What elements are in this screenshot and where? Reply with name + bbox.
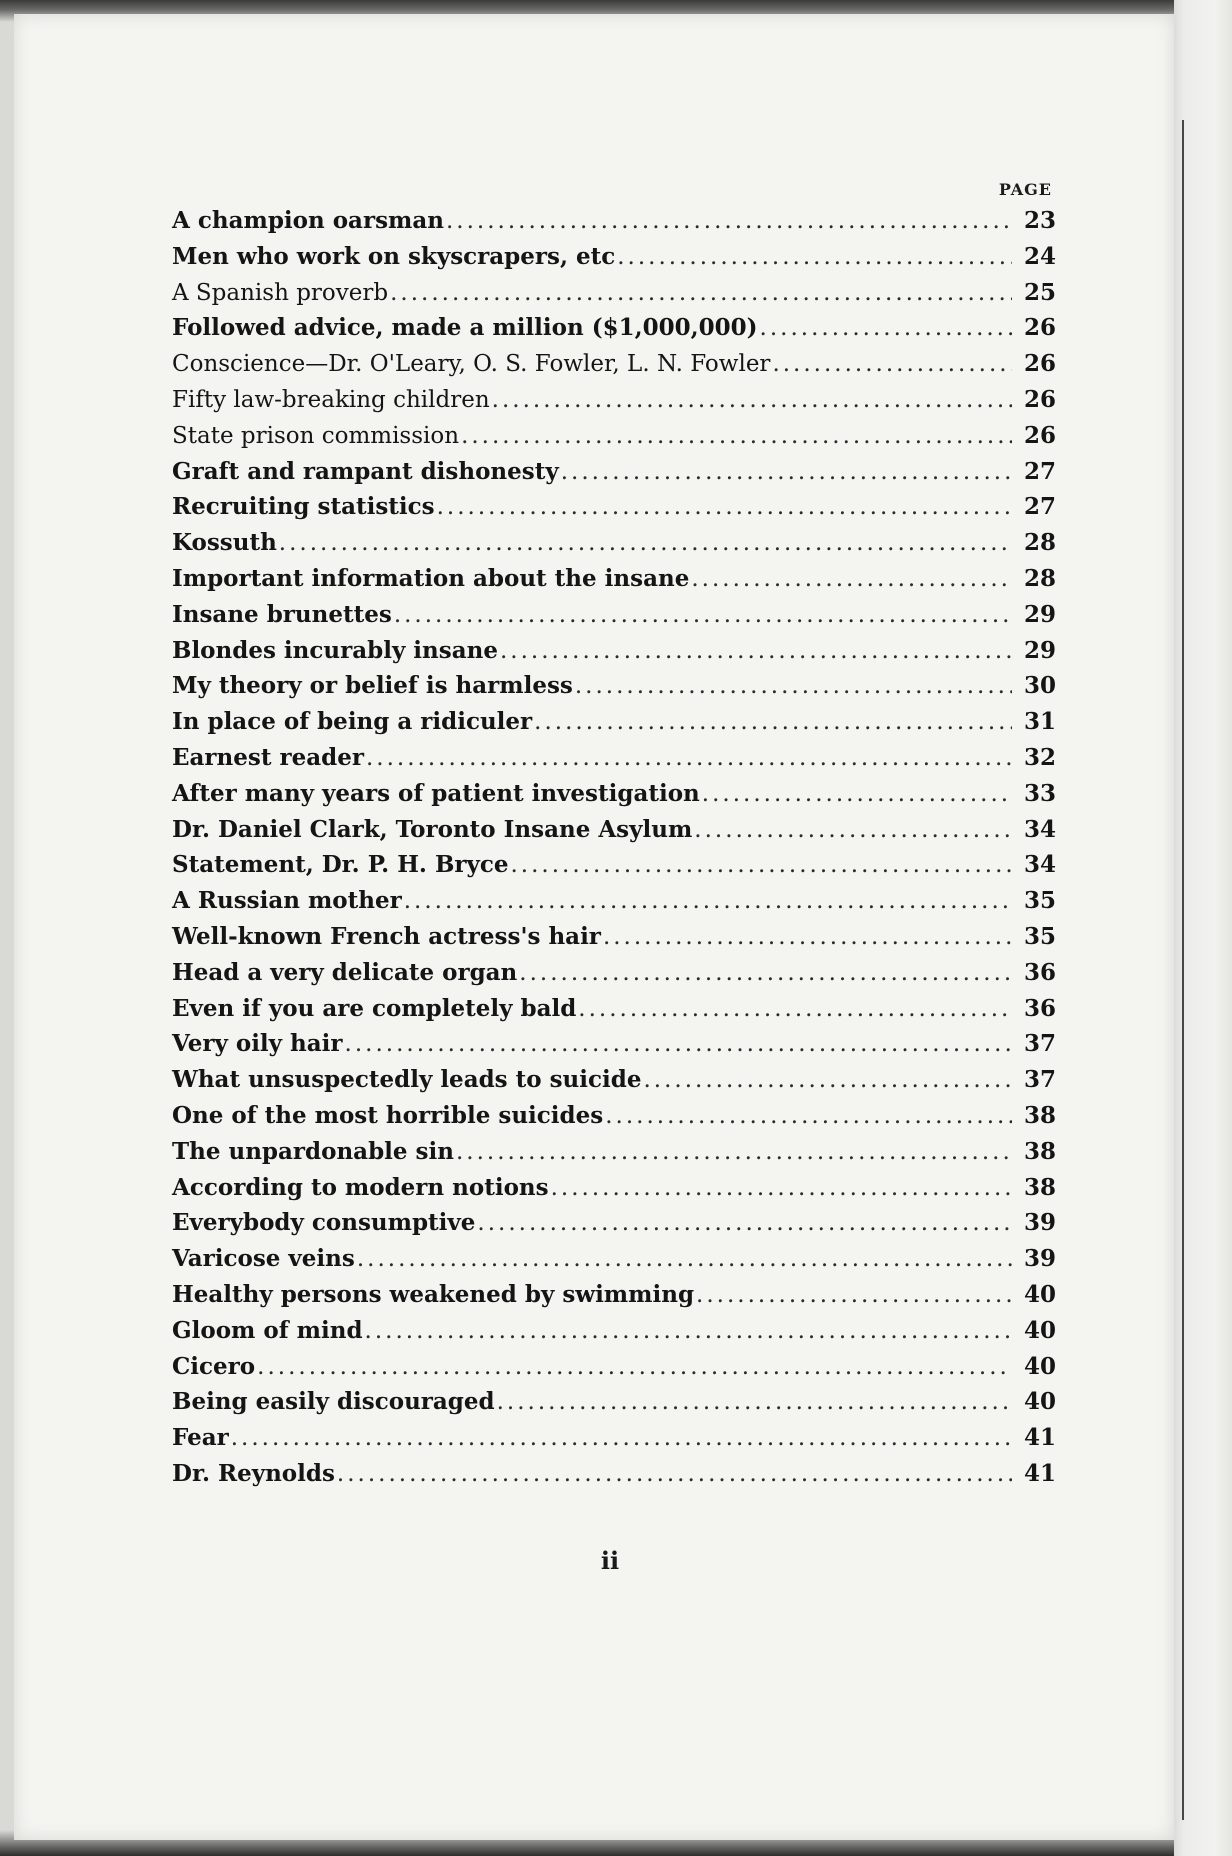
toc-entry (172, 421, 1057, 458)
toc-entry (172, 887, 1057, 923)
toc-entry-title: Fifty law-breaking children (172, 386, 490, 413)
toc-entry (172, 385, 1057, 422)
dot-leader (575, 673, 1012, 699)
dot-leader (534, 709, 1012, 735)
toc-entry-page-number: 26 (1024, 314, 1057, 342)
dot-leader (760, 315, 1012, 341)
toc-entry-title: Men who work on skyscrapers, etc (172, 242, 616, 270)
dot-leader (345, 1031, 1012, 1057)
toc-entry (172, 1245, 1057, 1281)
toc-entry-page-number: 31 (1024, 708, 1057, 736)
toc-entry-title: Even if you are completely bald (172, 994, 577, 1022)
dot-leader (702, 781, 1012, 807)
dot-leader (511, 852, 1013, 878)
dot-leader (605, 1103, 1012, 1129)
toc-entry-title: Statement, Dr. P. H. Bryce (172, 851, 509, 879)
toc-entry (172, 1030, 1057, 1066)
dot-leader (497, 1389, 1012, 1415)
dot-leader (456, 1139, 1012, 1165)
toc-entry-title: My theory or belief is harmless (172, 672, 573, 700)
toc-entry (172, 1459, 1057, 1496)
toc-entry (172, 564, 1057, 601)
toc-entry-title: Very oily hair (172, 1030, 343, 1058)
toc-entry-page-number: 36 (1024, 994, 1057, 1022)
page-folio: ii (600, 1546, 620, 1575)
toc-entry-page-number: 37 (1024, 1030, 1057, 1058)
toc-entry (172, 1352, 1057, 1389)
toc-entry-title: Fear (172, 1424, 229, 1452)
toc-entry-page-number: 40 (1024, 1280, 1057, 1308)
toc-entry-page-number: 39 (1024, 1245, 1057, 1273)
dot-leader (772, 351, 1012, 377)
dot-leader (603, 924, 1012, 950)
dot-leader (365, 1318, 1012, 1344)
toc-entry (172, 958, 1057, 995)
dot-leader (500, 638, 1012, 664)
toc-entry (172, 1101, 1057, 1138)
dot-leader (694, 817, 1012, 843)
toc-entry (172, 207, 1057, 243)
toc-entry-page-number: 34 (1024, 851, 1057, 879)
toc-entry (172, 278, 1057, 315)
toc-entry-title: Cicero (172, 1352, 256, 1380)
toc-entry-page-number: 23 (1024, 207, 1057, 234)
binding-gutter-line (1182, 120, 1184, 1820)
dot-leader (561, 459, 1012, 485)
toc-entry-page-number: 40 (1024, 1352, 1057, 1380)
toc-entry-page-number: 30 (1024, 672, 1057, 700)
toc-entry-title: Followed advice, made a million ($1,000,000) (172, 314, 758, 342)
toc-entry-page-number: 25 (1024, 278, 1057, 306)
toc-entry-title: Conscience—Dr. O'Leary, O. S. Fowler, L. N. Fowler (172, 351, 771, 378)
toc-entry-page-number: 40 (1024, 1316, 1057, 1344)
toc-entry (172, 314, 1057, 350)
dot-leader (437, 494, 1012, 520)
dot-leader (551, 1175, 1012, 1201)
toc-entry-page-number: 26 (1024, 385, 1057, 413)
toc-entry-page-number: 27 (1024, 457, 1057, 485)
toc-entry (172, 1280, 1057, 1317)
toc-entry-title: Recruiting statistics (172, 493, 435, 521)
toc-entry-title: Well-known French actress's hair (172, 922, 601, 950)
toc-entry (172, 922, 1057, 959)
toc-entry-page-number: 33 (1024, 779, 1057, 807)
toc-entry-title: The unpardonable sin (172, 1137, 454, 1165)
toc-entry-title: Head a very delicate organ (172, 958, 518, 986)
toc-entry-page-number: 35 (1024, 887, 1057, 915)
toc-entry-title: A champion oarsman (172, 207, 444, 234)
dot-leader (337, 1461, 1012, 1487)
toc-entry (172, 672, 1057, 708)
toc-entry (172, 1066, 1057, 1102)
toc-entry-page-number: 28 (1024, 529, 1057, 557)
dot-leader (279, 530, 1012, 556)
toc-entry-title: Varicose veins (172, 1245, 355, 1273)
toc-entry-page-number: 35 (1024, 922, 1057, 950)
toc-entry-title: Kossuth (172, 529, 277, 557)
toc-entry-title: According to modern notions (172, 1173, 549, 1201)
dot-leader (643, 1067, 1012, 1093)
dot-leader (446, 208, 1012, 234)
toc-entry (172, 1209, 1057, 1245)
toc-entry (172, 743, 1057, 780)
dot-leader (357, 1246, 1012, 1272)
toc-entry-page-number: 27 (1024, 493, 1057, 521)
toc-entry (172, 493, 1057, 529)
toc-entry (172, 636, 1057, 673)
dot-leader (696, 1282, 1012, 1308)
toc-entry-title: Insane brunettes (172, 600, 392, 628)
dot-leader (691, 566, 1012, 592)
toc-entry-title: Dr. Daniel Clark, Toronto Insane Asylum (172, 815, 693, 843)
dot-leader (477, 1210, 1012, 1236)
toc-entry-page-number: 29 (1024, 636, 1057, 664)
toc-entry-title: One of the most horrible suicides (172, 1101, 604, 1129)
toc-entry (172, 1173, 1057, 1210)
toc-entry-page-number: 34 (1024, 815, 1057, 843)
table-of-contents (172, 207, 1057, 1496)
toc-entry (172, 779, 1057, 816)
toc-entry (172, 708, 1057, 744)
dot-leader (394, 602, 1012, 628)
toc-entry-page-number: 38 (1024, 1101, 1057, 1129)
dot-leader (390, 280, 1012, 306)
toc-entry-page-number: 28 (1024, 564, 1057, 592)
toc-entry-page-number: 38 (1024, 1173, 1057, 1201)
toc-entry-title: Being easily discouraged (172, 1388, 495, 1416)
toc-entry-title: A Spanish proverb (172, 279, 389, 306)
dot-leader (257, 1354, 1012, 1380)
toc-entry (172, 529, 1057, 565)
dot-leader (461, 423, 1012, 449)
toc-entry-title: Everybody consumptive (172, 1209, 476, 1237)
dot-leader (578, 996, 1012, 1022)
toc-entry-page-number: 26 (1024, 350, 1057, 378)
toc-entry-page-number: 24 (1024, 242, 1057, 270)
toc-entry-page-number: 36 (1024, 958, 1057, 986)
toc-entry-title: In place of being a ridiculer (172, 708, 533, 736)
toc-entry (172, 600, 1057, 637)
toc-entry-page-number: 32 (1024, 743, 1057, 771)
toc-entry-title: Gloom of mind (172, 1316, 363, 1344)
toc-entry-page-number: 39 (1024, 1209, 1057, 1237)
toc-entry-page-number: 29 (1024, 600, 1057, 628)
dot-leader (519, 960, 1012, 986)
page-column-header: PAGE (998, 180, 1052, 199)
toc-entry (172, 350, 1057, 386)
toc-entry-page-number: 41 (1024, 1424, 1057, 1452)
toc-entry-page-number: 26 (1024, 421, 1057, 449)
toc-entry-title: After many years of patient investigation (172, 779, 700, 807)
dot-leader (492, 387, 1012, 413)
toc-entry-title: State prison commission (172, 422, 460, 449)
toc-entry-title: Healthy persons weakened by swimming (172, 1280, 695, 1308)
toc-entry-page-number: 38 (1024, 1137, 1057, 1165)
toc-entry-title: What unsuspectedly leads to suicide (172, 1066, 642, 1094)
toc-entry-title: Earnest reader (172, 743, 364, 771)
dot-leader (404, 888, 1012, 914)
toc-entry-title: Blondes incurably insane (172, 636, 498, 664)
toc-entry (172, 457, 1057, 494)
toc-entry-title: Graft and rampant dishonesty (172, 457, 559, 485)
toc-entry-page-number: 41 (1024, 1459, 1057, 1487)
toc-entry (172, 1424, 1057, 1460)
toc-entry (172, 1137, 1057, 1174)
dot-leader (366, 745, 1012, 771)
toc-entry-page-number: 37 (1024, 1066, 1057, 1094)
dot-leader (231, 1425, 1012, 1451)
toc-entry (172, 994, 1057, 1031)
toc-entry-title: Dr. Reynolds (172, 1459, 335, 1487)
dot-leader (617, 244, 1012, 270)
toc-entry (172, 1316, 1057, 1353)
toc-entry-title: Important information about the insane (172, 564, 690, 592)
toc-entry (172, 242, 1057, 279)
toc-entry (172, 815, 1057, 852)
toc-entry (172, 851, 1057, 887)
toc-entry-title: A Russian mother (172, 887, 402, 915)
toc-entry (172, 1388, 1057, 1424)
toc-entry-page-number: 40 (1024, 1388, 1057, 1416)
